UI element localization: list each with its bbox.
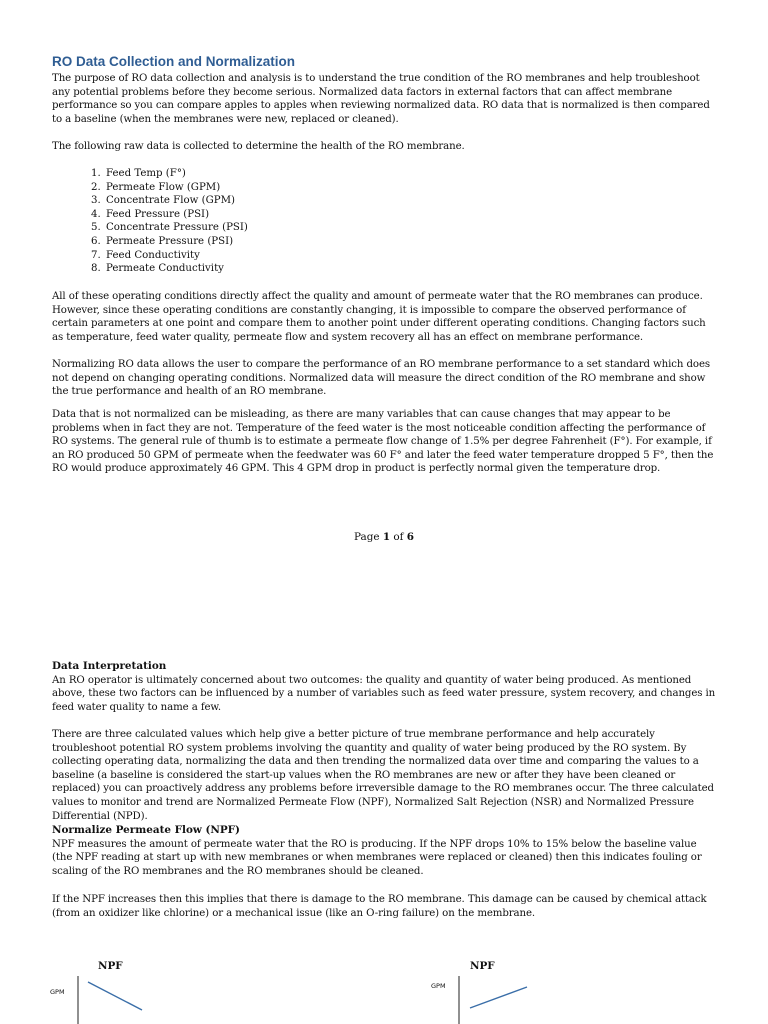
trend-line-decreasing bbox=[88, 982, 142, 1010]
data-interpretation-paragraph-1: An RO operator is ultimately concerned about two outcomes: the quality and quantity of water being produced. As mentioned above, these two factors can be influenced by a number of variables such as feed water pressure, system recovery, and changes in feed water quality to name a few. bbox=[52, 674, 716, 713]
chart-y-label: GPM bbox=[50, 988, 65, 996]
trend-line-increasing bbox=[470, 987, 527, 1008]
misleading-block bbox=[52, 408, 716, 476]
chart-y-label: GPM bbox=[431, 982, 446, 990]
intro-paragraph: The purpose of RO data collection and analysis is to understand the true condition of the RO membranes and help troubleshoot any potential problems before they become serious. Normalized data factors in external factors that can affect membrane performance so you can compare apples to apples when reviewing normalized data. RO data that is normalized is then compared to a baseline (when the membranes were new, replaced or cleaned). bbox=[52, 73, 710, 125]
list-item: 3. Concentrate Flow (GPM) bbox=[104, 194, 716, 208]
conditions-block bbox=[52, 290, 716, 344]
intro-block bbox=[52, 72, 716, 126]
npf-block-2 bbox=[52, 893, 716, 920]
page-of: of bbox=[390, 531, 407, 543]
page-current: 1 bbox=[382, 531, 391, 543]
list-item: 7. Feed Conductivity bbox=[104, 249, 716, 263]
raw-data-intro: The following raw data is collected to determine the health of the RO membrane. bbox=[52, 141, 465, 152]
npf-heading: Normalize Permeate Flow (NPF) bbox=[52, 824, 240, 836]
npf-increasing-chart bbox=[420, 958, 680, 1024]
raw-data-list-block bbox=[52, 167, 716, 276]
normalizing-block bbox=[52, 358, 716, 399]
list-item: 8. Permeate Conductivity bbox=[104, 262, 716, 276]
page-footer bbox=[0, 531, 768, 543]
chart-plot bbox=[420, 958, 680, 1024]
list-item: 6. Permeate Pressure (PSI) bbox=[104, 235, 716, 249]
raw-data-list bbox=[52, 167, 716, 276]
chart-title: NPF bbox=[470, 960, 495, 972]
list-item: 4. Feed Pressure (PSI) bbox=[104, 208, 716, 222]
misleading-paragraph: Data that is not normalized can be misleading, as there are many variables that can cause changes that may appear to be problems when in fact they are not. Temperature of the feed water is the most noticeable condition affecting the performance of RO systems. The general rule of thumb is to estimate a permeate flow change of 1.5% per degree Fahrenheit (F°). For example, if an RO produced 50 GPM of permeate when the feedwater was 60 F° and later the feed water temperature dropped 5 F°, then the RO would produce approximately 46 GPM. This 4 GPM drop in product is perfectly normal given the temperature drop. bbox=[52, 409, 714, 475]
npf-decreasing-chart bbox=[40, 958, 300, 1024]
list-item: 5. Concentrate Pressure (PSI) bbox=[104, 221, 716, 235]
npf-section bbox=[52, 824, 716, 878]
normalizing-paragraph: Normalizing RO data allows the user to compare the performance of an RO membrane performance to a set standard which does not depend on changing operating conditions. Normalized data will measure the direct condition of the RO membrane and show the true performance and health of an RO membrane. bbox=[52, 359, 711, 398]
data-interpretation-section bbox=[52, 660, 716, 714]
data-interpretation-heading: Data Interpretation bbox=[52, 660, 167, 672]
page-total: 6 bbox=[406, 531, 414, 543]
data-interpretation-paragraph-2: There are three calculated values which help give a better picture of true membrane performance and help accurately troubleshoot potential RO system problems involving the quantity and quality of water being produced by the RO system. By collecting operating data, normalizing the data and then trending the normalized data over time and comparing the values to a baseline (a baseline is considered the start-up values when the RO membranes are new or after they have been cleaned or replaced) you can proactively address any problems before irreversible damage to the RO membranes occur. The three calculated values to monitor and trend are Normalized Permeate Flow (NPF), Normalized Salt Rejection (NSR) and Normalized Pressure Differential (NPD). bbox=[52, 729, 714, 822]
chart-plot bbox=[40, 958, 300, 1024]
list-item: 1. Feed Temp (F°) bbox=[104, 167, 716, 181]
npf-paragraph-1: NPF measures the amount of permeate water that the RO is producing. If the NPF drops 10% to 15% below the baseline value (the NPF reading at start up with new membranes or when membranes were replaced or cleaned) then this indicates fouling or scaling of the RO membranes and the RO membranes should be cleaned. bbox=[52, 838, 702, 877]
page-label: Page bbox=[353, 531, 383, 543]
raw-data-block bbox=[52, 140, 716, 154]
conditions-paragraph: All of these operating conditions directly affect the quality and amount of permeate water that the RO membranes can produce. However, since these operating conditions are constantly changing, it is impossible to compare the observed performance of certain parameters at one point and compare them to another point under different operating conditions. Changing factors such as temperature, feed water quality, permeate flow and system recovery all has an effect on membrane performance. bbox=[52, 291, 706, 343]
chart-title: NPF bbox=[98, 960, 123, 972]
npf-paragraph-2: If the NPF increases then this implies that there is damage to the RO membrane. This damage can be caused by chemical attack (from an oxidizer like chlorine) or a mechanical issue (like an O-ring failure) on the membrane. bbox=[52, 894, 707, 919]
document-title: RO Data Collection and Normalization bbox=[52, 54, 296, 69]
list-item: 2. Permeate Flow (GPM) bbox=[104, 181, 716, 195]
data-interpretation-block-2 bbox=[52, 728, 716, 823]
